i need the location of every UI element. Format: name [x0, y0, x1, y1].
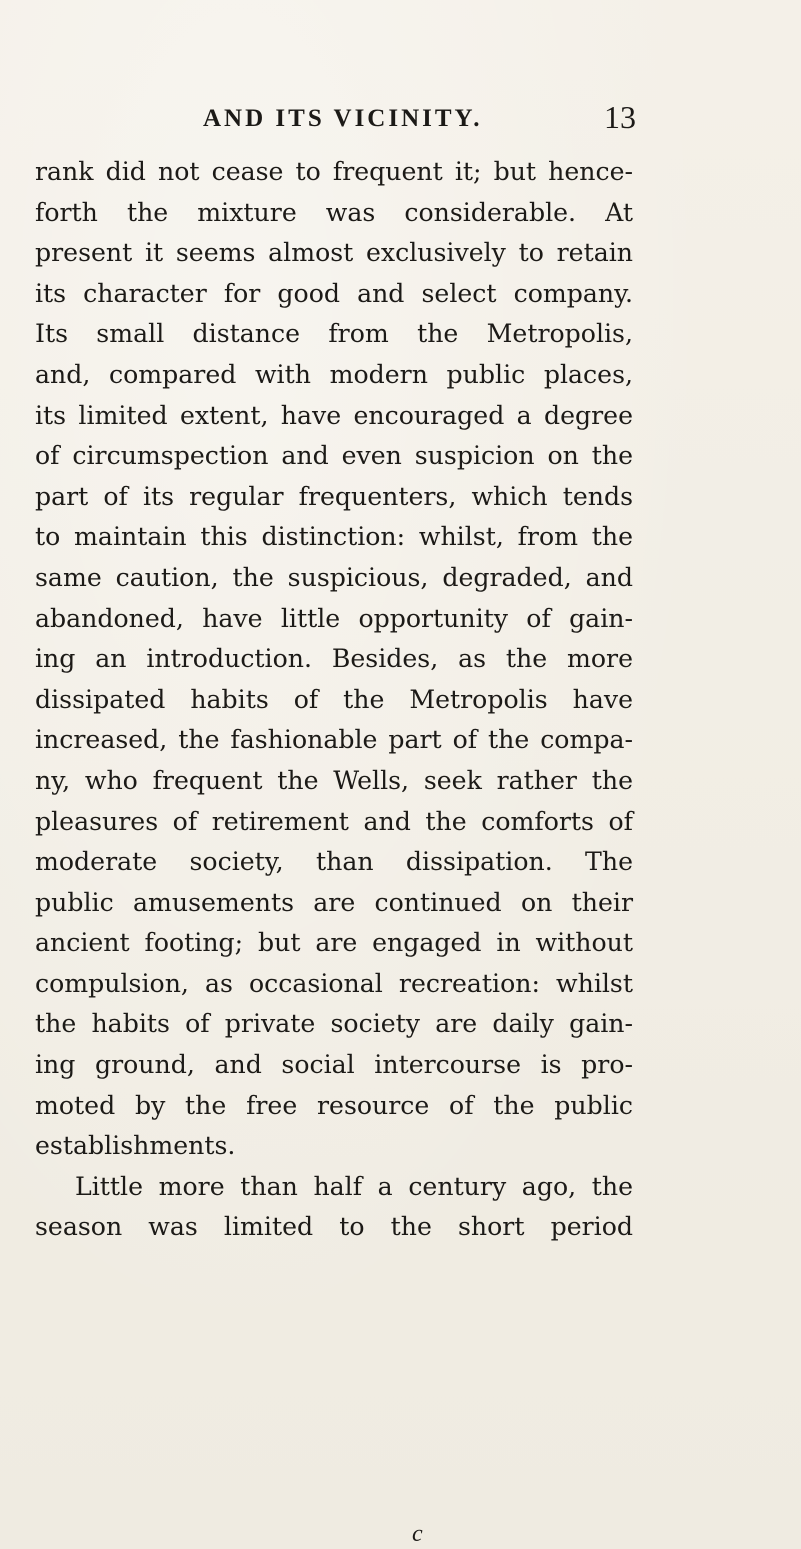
text-line: its character for good and select company.: [35, 278, 633, 308]
running-head: [0, 99, 801, 144]
text-line: moderate society, than dissipation. The: [35, 847, 633, 877]
text-line: Little more than half a century ago, the: [75, 1171, 633, 1201]
page-number: 13: [604, 99, 636, 135]
text-line: ancient footing; but are engaged in without: [35, 928, 633, 958]
text-line: season was limited to the short period: [35, 1212, 633, 1242]
text-line: rank did not cease to frequent it; but hence-: [35, 157, 633, 186]
text-line: present it seems almost exclusively to retain: [35, 238, 633, 268]
signature-mark: c: [412, 1521, 423, 1547]
text-line: of circumspection and even suspicion on the: [35, 441, 633, 471]
text-line: the habits of private society are daily gain-: [35, 1009, 633, 1039]
text-line: abandoned, have little opportunity of gain-: [35, 603, 633, 633]
text-line: ny, who frequent the Wells, seek rather the: [35, 765, 633, 795]
text-line: and, compared with modern public places,: [35, 359, 633, 389]
text-line: public amusements are continued on their: [35, 887, 633, 917]
text-line: its limited extent, have encouraged a degree: [35, 400, 633, 430]
text-line: moted by the free resource of the public: [35, 1090, 633, 1120]
text-line: compulsion, as occasional recreation: whilst: [35, 968, 633, 998]
text-line: same caution, the suspicious, degraded, and: [35, 562, 633, 592]
text-line: establishments.: [35, 1131, 236, 1161]
text-line: ing an introduction. Besides, as the more: [35, 644, 633, 674]
text-line: increased, the fashionable part of the compa-: [35, 725, 633, 755]
text-line: ing ground, and social intercourse is pro-: [35, 1050, 633, 1080]
text-line: dissipated habits of the Metropolis have: [35, 684, 633, 714]
text-line: forth the mixture was considerable. At: [35, 197, 633, 227]
running-head-title: AND ITS VICINITY.: [203, 105, 483, 132]
text-line: to maintain this distinction: whilst, from the: [35, 522, 633, 552]
text-line: part of its regular frequenters, which tends: [35, 481, 633, 511]
text-line: pleasures of retirement and the comforts of: [35, 806, 633, 836]
text-line: Its small distance from the Metropolis,: [35, 319, 633, 349]
body-text: [35, 152, 633, 1248]
